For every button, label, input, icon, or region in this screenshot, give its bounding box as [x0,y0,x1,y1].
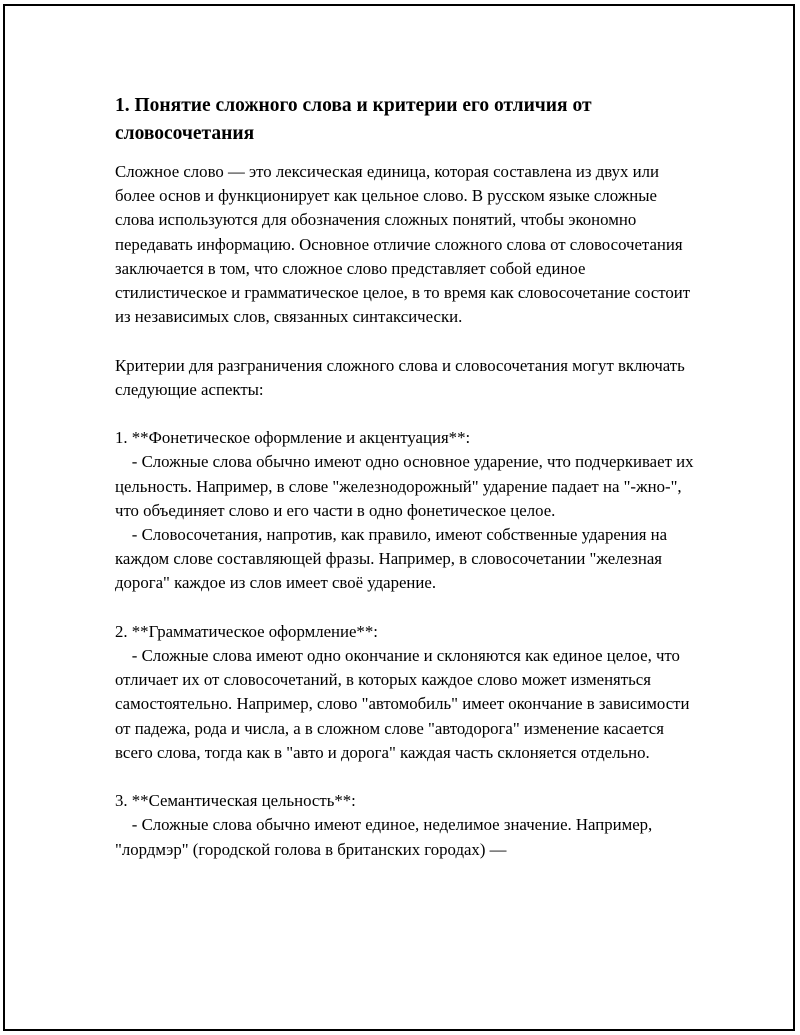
section-heading: 1. Понятие сложного слова и критерии его отличия от словосочетания [115,95,592,144]
document-body [115,92,700,862]
criterion-phonetic [115,426,700,595]
criterion-point: - Сложные слова обычно имеют одно основное ударение, что подчеркивает их цельность. Например, в слове "железнодорожный" ударение падает на "-жно-", что объединяет слово и его части в одно фонетическое целое. [115,452,698,520]
criterion-point: - Сложные слова обычно имеют единое, неделимое значение. Например, "лордмэр" (городской голова в британских городах) — [115,815,657,859]
criterion-point: - Словосочетания, напротив, как правило, имеют собственные ударения на каждом слове составляющей фразы. Например, в словосочетании "железная дорога" каждое из слов имеет своё ударение. [115,525,672,593]
criterion-title: 1. **Фонетическое оформление и акцентуация**: [115,428,471,448]
criterion-point: - Сложные слова имеют одно окончание и склоняются как единое целое, что отличает их от словосочетаний, в которых каждое слово может изменяться самостоятельно. Например, слово "автомобиль" имеет окончание в зависимости от падежа, рода и числа, а в сложном слове "автодорога" изменение касается всего слова, тогда как в "авто и дорога" каждая часть склоняется отдельно. [115,646,694,762]
intro-paragraph: Сложное слово — это лексическая единица, которая составлена из двух или более основ и функционирует как цельное слово. В русском языке сложные слова используются для обозначения сложных понятий, чтобы экономно передавать информацию. Основное отличие сложного слова от словосочетания заключается в том, что сложное слово представляет собой единое стилистическое и грамматическое целое, в то время как словосочетание состоит из независимых слов, связанных синтаксически. [115,162,695,327]
criterion-grammatical [115,620,700,765]
criteria-intro: Критерии для разграничения сложного слова и словосочетания могут включать следующие аспекты: [115,355,689,399]
criterion-title: 3. **Семантическая цельность**: [115,791,356,811]
criterion-semantic [115,789,700,862]
criterion-title: 2. **Грамматическое оформление**: [115,621,378,641]
